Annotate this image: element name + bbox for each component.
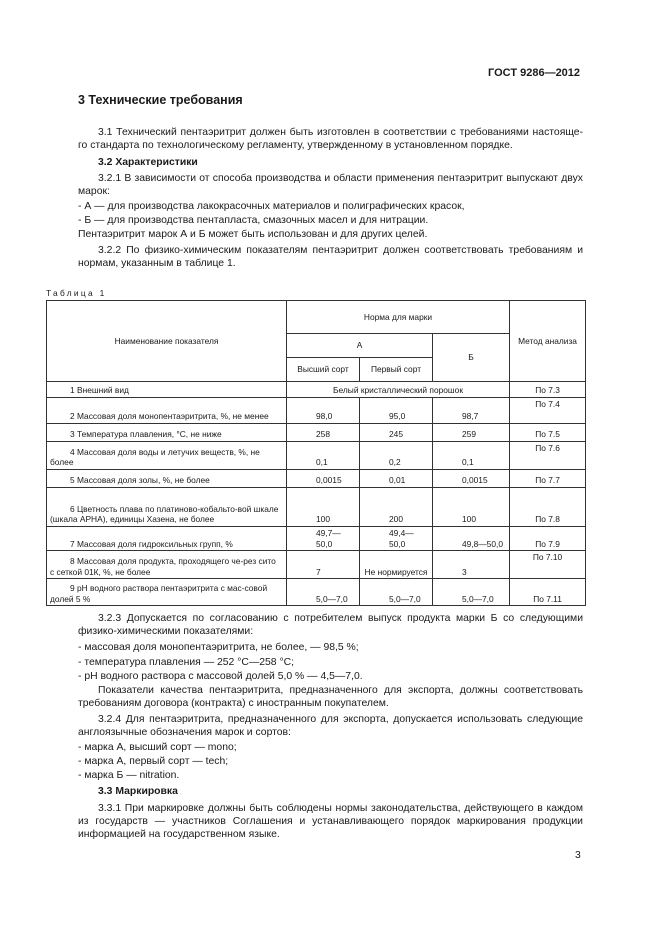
row-a-first: 95,0 <box>360 398 433 424</box>
row-a-top: 7 <box>287 551 360 579</box>
row-merged-value: Белый кристаллический порошок <box>287 382 510 398</box>
list-item-melting-point: - температура плавления — 252 °С—258 °С; <box>78 657 295 668</box>
row-a-top: 0,1 <box>287 442 360 470</box>
row-name: 9 pH водного раствора пентаэритрита с мас-совой долей 5 % <box>47 579 287 606</box>
table-row <box>47 442 586 470</box>
row-name: 3 Температура плавления, °С, не ниже <box>47 424 287 442</box>
table-row <box>47 488 586 527</box>
header-brand-a: А <box>287 334 433 358</box>
paragraph-export: Показатели качества пентаэритрита, предназначенного для экспорта, должны соответствовать требованиям договора (контракта) с иностранным покупателем. <box>78 685 583 710</box>
header-indicator: Наименование показателя <box>47 301 287 382</box>
section-title: 3 Технические требования <box>78 93 243 107</box>
row-a-first: 0,2 <box>360 442 433 470</box>
characteristics-table <box>46 300 586 606</box>
header-norm: Норма для марки <box>287 301 510 334</box>
row-a-top: 49,7—50,0 <box>287 527 360 551</box>
row-name: 5 Массовая доля золы, %, не более <box>47 470 287 488</box>
row-name: 8 Массовая доля продукта, проходящего че-рез сито с сеткой 01К, %, не более <box>47 551 287 579</box>
list-item-monopentaerythritol: - массовая доля монопентаэритрита, не более, — 98,5 %; <box>78 642 359 653</box>
row-method: По 7.5 <box>510 424 586 442</box>
paragraph-3-3-1: 3.3.1 При маркировке должны быть соблюдены нормы законодательства, действующего в каждом из государств — участников Соглашения и устанавливающего порядок маркирования продукции информацией на государственном языке. <box>78 803 583 841</box>
page-number: 3 <box>575 850 581 861</box>
row-name: 2 Массовая доля монопентаэритрита, %, не менее <box>47 398 287 424</box>
row-method: По 7.7 <box>510 470 586 488</box>
row-b: 0,1 <box>433 442 510 470</box>
table-row <box>47 579 586 606</box>
table-row <box>47 398 586 424</box>
paragraph-3-2-3: 3.2.3 Допускается по согласованию с потребителем выпуск продукта марки Б со следующими физико-химическими показателями: <box>78 613 583 638</box>
list-item-nitration: - марка Б — nitration. <box>78 770 180 781</box>
standard-number: ГОСТ 9286—2012 <box>488 67 581 79</box>
row-method: По 7.11 <box>510 579 586 606</box>
row-a-top: 258 <box>287 424 360 442</box>
row-a-first: 245 <box>360 424 433 442</box>
row-method: По 7.10 <box>510 551 586 579</box>
header-first-grade: Первый сорт <box>360 358 433 382</box>
row-method: По 7.8 <box>510 488 586 527</box>
row-b: 5,0—7,0 <box>433 579 510 606</box>
row-b: 0,0015 <box>433 470 510 488</box>
paragraph-3-2-4: 3.2.4 Для пентаэритрита, предназначенного для экспорта, допускается использовать следующие англоязычные обозначения марок и сортов: <box>78 714 583 739</box>
table-row <box>47 527 586 551</box>
paragraph-3-2-2: 3.2.2 По физико-химическим показателям пентаэритрит должен соответствовать требованиям и нормам, указанным в таблице 1. <box>78 245 583 270</box>
row-a-first: 5,0—7,0 <box>360 579 433 606</box>
row-method: По 7.3 <box>510 382 586 398</box>
row-method: По 7.6 <box>510 442 586 470</box>
row-name: 4 Массовая доля воды и летучих веществ, %, не более <box>47 442 287 470</box>
row-a-first: 49,4—50,0 <box>360 527 433 551</box>
list-item-brand-a: - А — для производства лакокрасочных материалов и полиграфических красок, <box>78 201 465 212</box>
row-a-top: 100 <box>287 488 360 527</box>
paragraph-3-2-1: 3.2.1 В зависимости от способа производства и области применения пентаэритрит выпускают двух марок: <box>78 173 583 198</box>
list-item-mono: - марка А, высший сорт — mono; <box>78 742 237 753</box>
row-method: По 7.9 <box>510 527 586 551</box>
table-header-row <box>47 301 586 334</box>
header-top-grade: Высший сорт <box>287 358 360 382</box>
row-name: 7 Массовая доля гидроксильных групп, % <box>47 527 287 551</box>
list-item-ph: - pH водного раствора с массовой долей 5,0 % — 4,5—7,0. <box>78 671 363 682</box>
paragraph-3-1: 3.1 Технический пентаэритрит должен быть изготовлен в соответствии с требованиями настояще-го стандарта по технологическому регламенту, утвержденному в установленном порядке. <box>78 127 583 152</box>
row-b: 259 <box>433 424 510 442</box>
row-a-first: 0,01 <box>360 470 433 488</box>
row-b: 98,7 <box>433 398 510 424</box>
table-row <box>47 470 586 488</box>
row-name: 6 Цветность плава по платиново-кобальто-вой шкале (шкала АРНА), единицы Хазена, не более <box>47 488 287 527</box>
row-a-top: 0,0015 <box>287 470 360 488</box>
row-b: 49,8—50,0 <box>433 527 510 551</box>
row-a-top: 5,0—7,0 <box>287 579 360 606</box>
table-caption: Таблица 1 <box>46 288 107 298</box>
row-method: По 7.4 <box>510 398 586 424</box>
row-a-top: 98,0 <box>287 398 360 424</box>
list-item-tech: - марка А, первый сорт — tech; <box>78 756 229 767</box>
header-brand-b: Б <box>433 334 510 382</box>
row-a-first: Не нормируется <box>360 551 433 579</box>
table-row <box>47 424 586 442</box>
list-item-brand-b: - Б — для производства пентапласта, смазочных масел и для нитрации. <box>78 215 429 226</box>
table-row <box>47 382 586 398</box>
row-name: 1 Внешний вид <box>47 382 287 398</box>
row-b: 100 <box>433 488 510 527</box>
row-b: 3 <box>433 551 510 579</box>
brand-other-uses: Пентаэритрит марок А и Б может быть использован и для других целей. <box>78 229 428 240</box>
heading-3-2: 3.2 Характеристики <box>98 157 198 168</box>
header-method: Метод анализа <box>510 301 586 382</box>
row-a-first: 200 <box>360 488 433 527</box>
heading-3-3: 3.3 Маркировка <box>98 786 178 797</box>
table-row <box>47 551 586 579</box>
